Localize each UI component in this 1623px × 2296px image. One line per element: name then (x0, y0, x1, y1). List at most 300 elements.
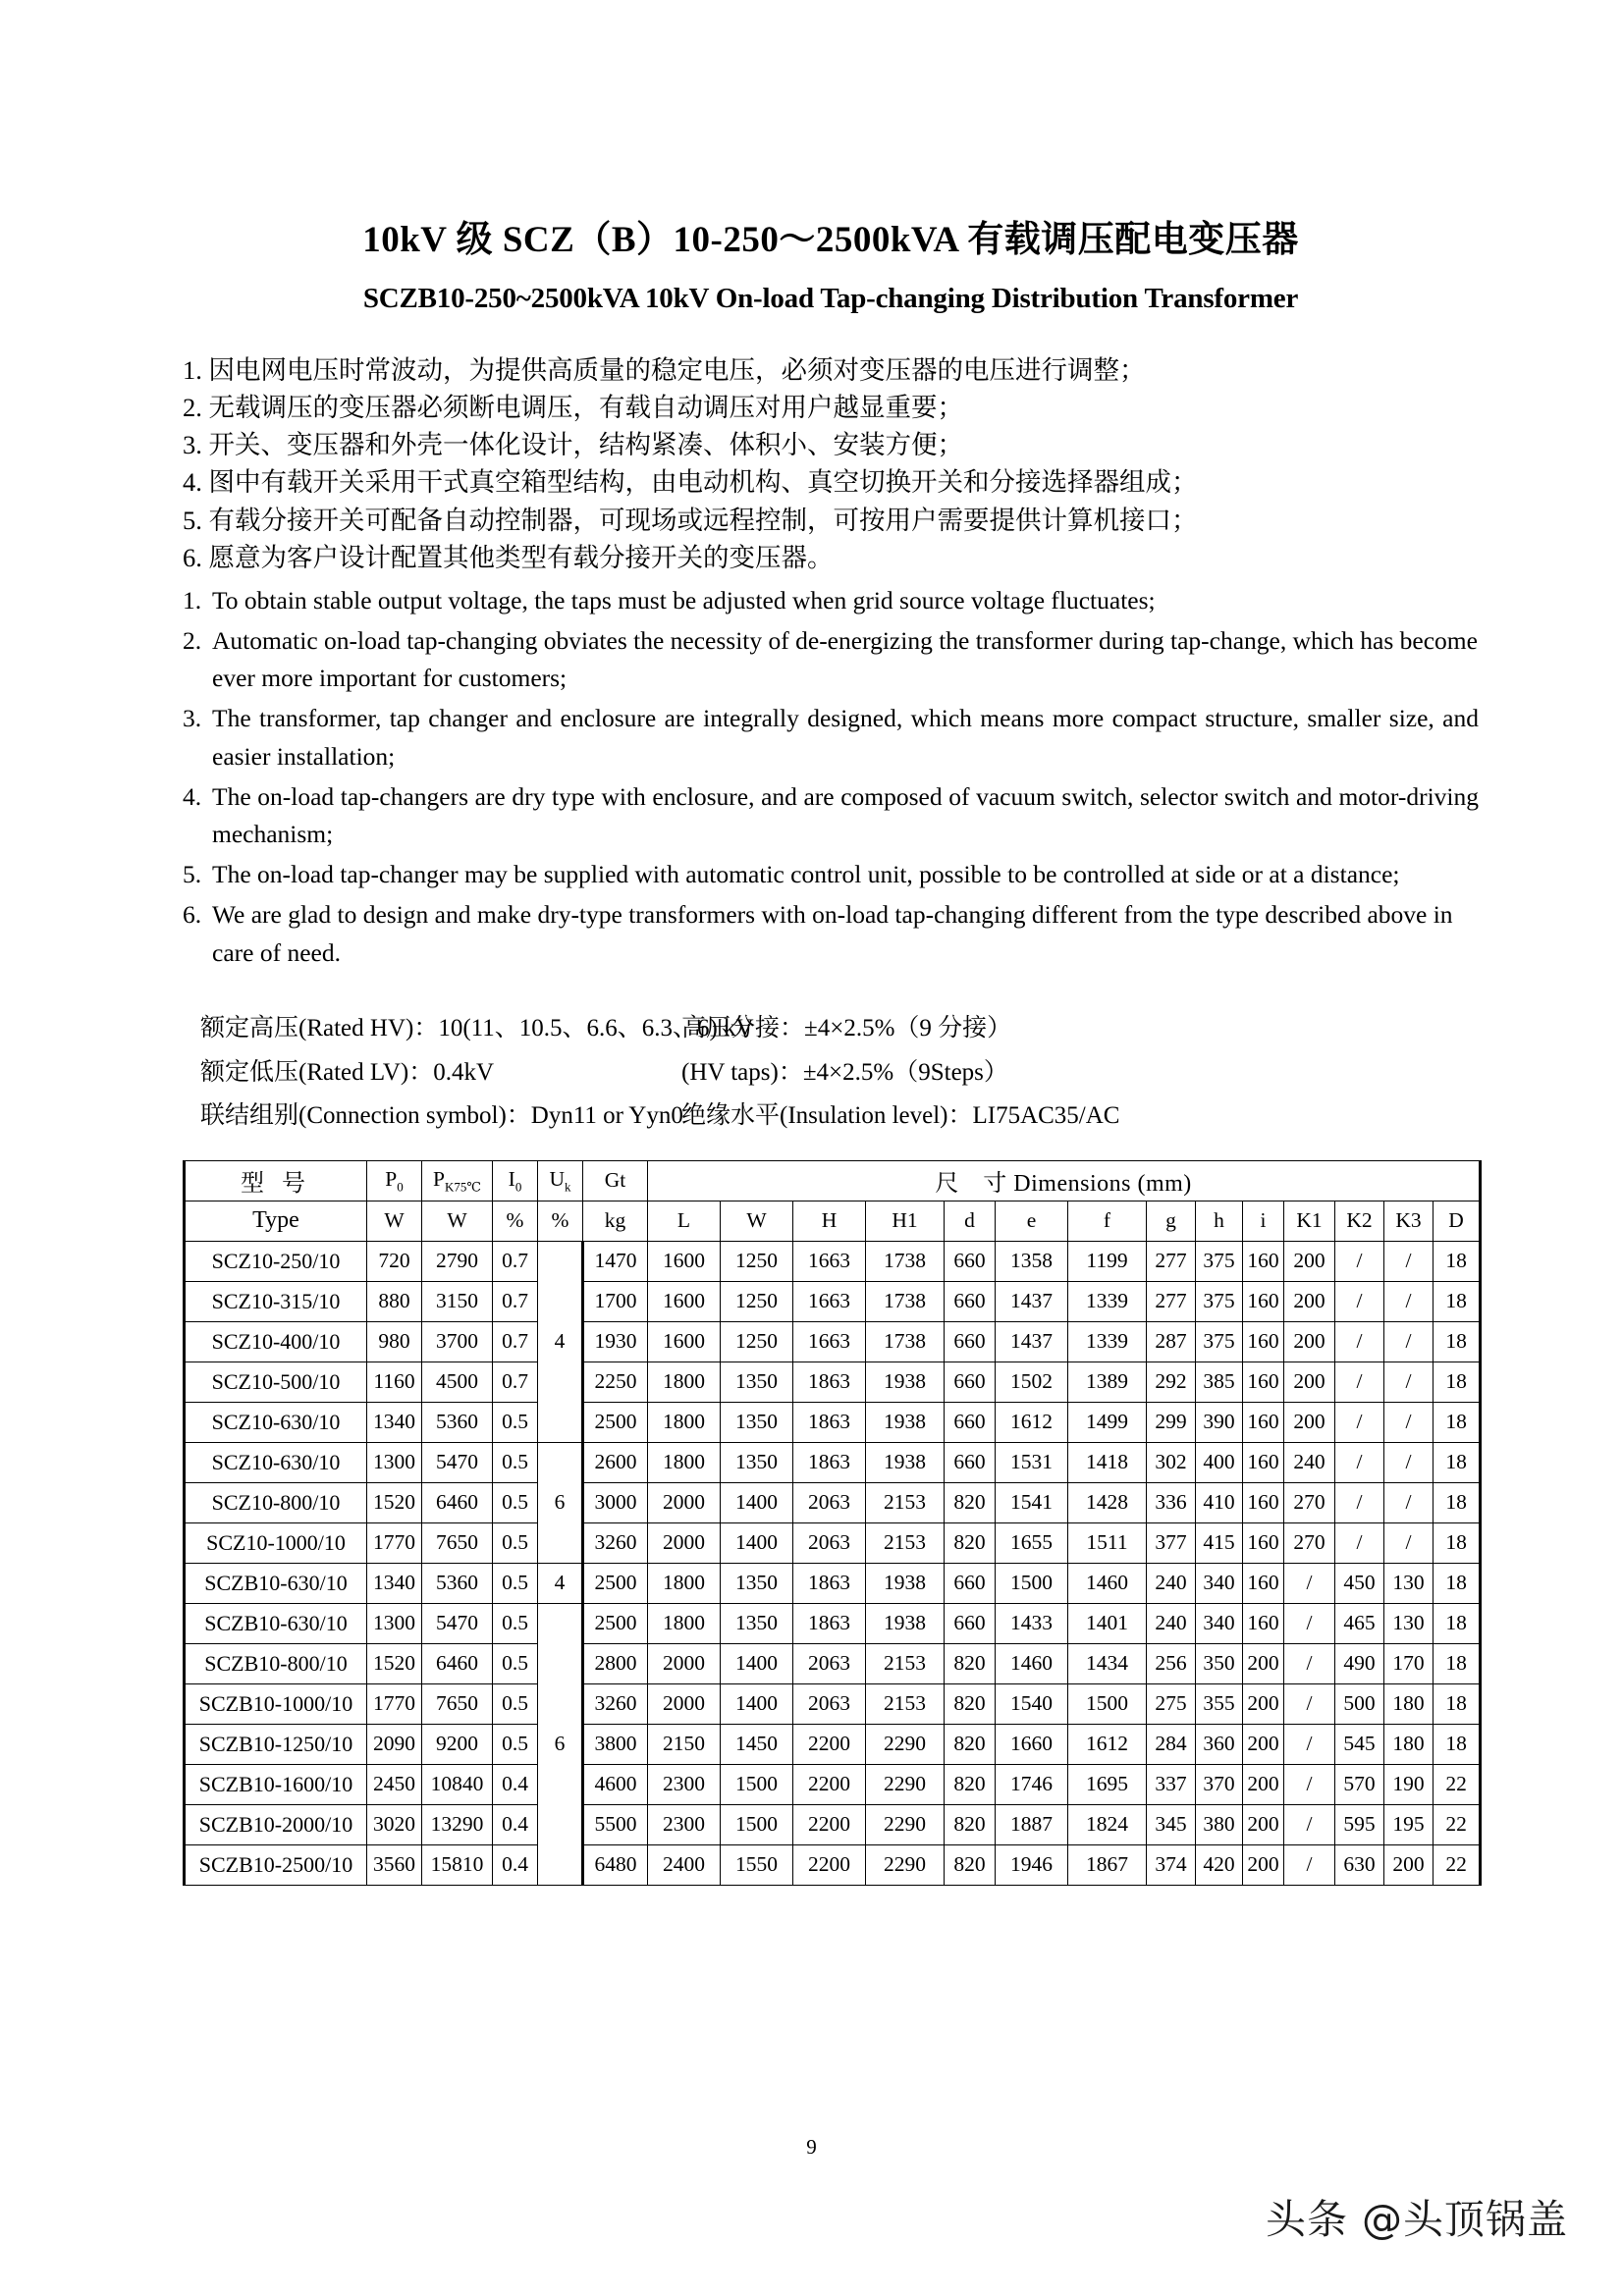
cell-f: 1389 (1068, 1362, 1147, 1402)
cell-K2: 450 (1335, 1563, 1384, 1603)
cell-p0: 720 (367, 1241, 422, 1281)
cell-pk: 2790 (422, 1241, 493, 1281)
cell-W: 1400 (721, 1683, 793, 1724)
cell-K2: / (1335, 1402, 1384, 1442)
header-unit-W: W (721, 1201, 793, 1241)
cell-D: 18 (1434, 1442, 1481, 1482)
cell-K2: / (1335, 1281, 1384, 1321)
cell-i0: 0.4 (493, 1764, 538, 1804)
cell-gt: 3260 (583, 1522, 648, 1563)
cell-f: 1418 (1068, 1442, 1147, 1482)
cell-K3: / (1384, 1442, 1434, 1482)
cell-type: SCZ10-315/10 (185, 1281, 367, 1321)
cell-g: 336 (1147, 1482, 1196, 1522)
cell-L: 1600 (648, 1321, 721, 1362)
cell-g: 277 (1147, 1281, 1196, 1321)
cell-D: 22 (1434, 1804, 1481, 1844)
cell-W: 1400 (721, 1643, 793, 1683)
cell-i0: 0.5 (493, 1482, 538, 1522)
cell-H1: 1738 (866, 1241, 945, 1281)
cell-g: 374 (1147, 1844, 1196, 1885)
cell-pk: 4500 (422, 1362, 493, 1402)
cell-D: 22 (1434, 1844, 1481, 1885)
cell-type: SCZ10-800/10 (185, 1482, 367, 1522)
table-row (185, 1804, 1481, 1844)
header-unit-W: W (422, 1201, 493, 1241)
cell-pk: 5360 (422, 1563, 493, 1603)
cell-K2: 490 (1335, 1643, 1384, 1683)
cell-d: 820 (945, 1764, 996, 1804)
table-row (185, 1362, 1481, 1402)
feature-en-text: Automatic on-load tap-changing obviates the necessity of de-energizing the transformer during tap-change, which has become ever more important for customers; (212, 625, 1478, 693)
cell-L: 1800 (648, 1442, 721, 1482)
cell-W: 1350 (721, 1442, 793, 1482)
cell-i0: 0.7 (493, 1362, 538, 1402)
cell-gt: 4600 (583, 1764, 648, 1804)
cell-pk: 6460 (422, 1482, 493, 1522)
cell-K3: 130 (1384, 1603, 1434, 1643)
feature-en-item-1 (183, 582, 1479, 620)
cell-g: 240 (1147, 1603, 1196, 1643)
cell-h: 340 (1196, 1603, 1243, 1643)
cell-e: 1437 (996, 1281, 1068, 1321)
header-unit-h: h (1196, 1201, 1243, 1241)
cell-D: 18 (1434, 1522, 1481, 1563)
header-unit-K3: K3 (1384, 1201, 1434, 1241)
cell-e: 1531 (996, 1442, 1068, 1482)
cell-pk: 5470 (422, 1603, 493, 1643)
cell-i: 160 (1243, 1482, 1284, 1522)
cell-K3: / (1384, 1402, 1434, 1442)
cell-H: 2063 (793, 1482, 866, 1522)
cell-e: 1541 (996, 1482, 1068, 1522)
cell-gt: 3260 (583, 1683, 648, 1724)
cell-i: 160 (1243, 1402, 1284, 1442)
cell-K2: 630 (1335, 1844, 1384, 1885)
cell-K3: 170 (1384, 1643, 1434, 1683)
cell-K1: / (1284, 1683, 1335, 1724)
cell-h: 410 (1196, 1482, 1243, 1522)
cell-gt: 1470 (583, 1241, 648, 1281)
feature-cn-item-5: 5. 有载分接开关可配备自动控制器，可现场或远程控制，可按用户需要提供计算机接口； (183, 505, 1198, 535)
cell-L: 2000 (648, 1643, 721, 1683)
cell-f: 1499 (1068, 1402, 1147, 1442)
cell-d: 660 (945, 1362, 996, 1402)
cell-K1: / (1284, 1603, 1335, 1643)
cell-f: 1612 (1068, 1724, 1147, 1764)
header-unit-Type: Type (185, 1201, 367, 1241)
feature-en-text: The transformer, tap changer and enclosure are integrally designed, which means more compact structure, smaller size, and easier installation; (212, 704, 1479, 771)
cell-K1: / (1284, 1643, 1335, 1683)
cell-type: SCZB10-1600/10 (185, 1764, 367, 1804)
cell-d: 820 (945, 1724, 996, 1764)
cell-f: 1428 (1068, 1482, 1147, 1522)
cell-H: 1663 (793, 1281, 866, 1321)
cell-L: 1800 (648, 1563, 721, 1603)
cell-L: 2300 (648, 1804, 721, 1844)
feature-en-item-4 (183, 778, 1479, 855)
cell-K2: / (1335, 1362, 1384, 1402)
cell-d: 660 (945, 1603, 996, 1643)
cell-h: 350 (1196, 1643, 1243, 1683)
cell-K3: 180 (1384, 1683, 1434, 1724)
cell-K1: / (1284, 1804, 1335, 1844)
header-pk: $P_{K75℃}$ (422, 1160, 493, 1201)
cell-pk: 15810 (422, 1844, 493, 1885)
cell-K1: / (1284, 1764, 1335, 1804)
cell-H1: 2153 (866, 1643, 945, 1683)
table-row (185, 1643, 1481, 1683)
cell-type: SCZ10-630/10 (185, 1402, 367, 1442)
cell-f: 1339 (1068, 1321, 1147, 1362)
cell-d: 820 (945, 1804, 996, 1844)
cell-H1: 1938 (866, 1603, 945, 1643)
feature-cn-item-2: 2. 无载调压的变压器必须断电调压，有载自动调压对用户越显重要； (183, 393, 963, 423)
feature-en-item-3 (183, 700, 1479, 776)
cell-K2: / (1335, 1482, 1384, 1522)
cell-H1: 1738 (866, 1281, 945, 1321)
cell-uk-group: 4 (538, 1563, 583, 1603)
cell-K2: 465 (1335, 1603, 1384, 1643)
cell-uk-group: 6 (538, 1442, 583, 1563)
cell-H1: 2290 (866, 1764, 945, 1804)
cell-D: 18 (1434, 1402, 1481, 1442)
cell-K1: 270 (1284, 1522, 1335, 1563)
header-type-cn: 型 号 (185, 1160, 367, 1201)
cell-f: 1500 (1068, 1683, 1147, 1724)
table-row (185, 1724, 1481, 1764)
cell-L: 2000 (648, 1522, 721, 1563)
cell-h: 385 (1196, 1362, 1243, 1402)
cell-h: 390 (1196, 1402, 1243, 1442)
cell-W: 1400 (721, 1482, 793, 1522)
cell-W: 1250 (721, 1241, 793, 1281)
table-row (185, 1442, 1481, 1482)
table-row (185, 1683, 1481, 1724)
cell-K1: 240 (1284, 1442, 1335, 1482)
cell-K3: / (1384, 1362, 1434, 1402)
feature-cn-item-6: 6. 愿意为客户设计配置其他类型有载分接开关的变压器。 (183, 542, 834, 572)
features-list-chinese (183, 351, 1479, 576)
cell-D: 18 (1434, 1321, 1481, 1362)
cell-L: 1800 (648, 1402, 721, 1442)
feature-en-text: The on-load tap-changers are dry type with enclosure, and are composed of vacuum switch, selector switch and motor-driving mechanism; (212, 781, 1479, 849)
cell-H: 1863 (793, 1603, 866, 1643)
cell-D: 22 (1434, 1764, 1481, 1804)
cell-p0: 1520 (367, 1482, 422, 1522)
cell-h: 360 (1196, 1724, 1243, 1764)
cell-H: 2200 (793, 1764, 866, 1804)
cell-type: SCZ10-1000/10 (185, 1522, 367, 1563)
cell-gt: 2600 (583, 1442, 648, 1482)
cell-i: 160 (1243, 1281, 1284, 1321)
cell-i0: 0.7 (493, 1281, 538, 1321)
cell-i: 160 (1243, 1563, 1284, 1603)
cell-W: 1500 (721, 1764, 793, 1804)
cell-H: 2200 (793, 1724, 866, 1764)
cell-K2: / (1335, 1442, 1384, 1482)
cell-type: SCZB10-800/10 (185, 1643, 367, 1683)
cell-e: 1502 (996, 1362, 1068, 1402)
cell-gt: 2250 (583, 1362, 648, 1402)
cell-p0: 3020 (367, 1804, 422, 1844)
spec-left-label: 联结组别(Connection symbol)：Dyn11 or Yyn0 (200, 1102, 683, 1130)
cell-g: 299 (1147, 1402, 1196, 1442)
cell-H1: 1938 (866, 1442, 945, 1482)
cell-L: 2400 (648, 1844, 721, 1885)
table-row (185, 1241, 1481, 1281)
cell-L: 1600 (648, 1281, 721, 1321)
header-dimensions: 尺 寸 Dimensions (mm) (648, 1160, 1481, 1201)
document-content (183, 147, 1479, 1886)
cell-K2: 545 (1335, 1724, 1384, 1764)
cell-pk: 7650 (422, 1522, 493, 1563)
header-unit-%: % (538, 1201, 583, 1241)
cell-e: 1437 (996, 1321, 1068, 1362)
header-p0: $P_0$ (367, 1160, 422, 1201)
cell-K2: 570 (1335, 1764, 1384, 1804)
spec-row (200, 1051, 1477, 1095)
cell-type: SCZ10-400/10 (185, 1321, 367, 1362)
header-unit-%: % (493, 1201, 538, 1241)
cell-K3: / (1384, 1321, 1434, 1362)
cell-W: 1550 (721, 1844, 793, 1885)
cell-H: 1863 (793, 1402, 866, 1442)
cell-gt: 6480 (583, 1844, 648, 1885)
cell-g: 345 (1147, 1804, 1196, 1844)
cell-L: 2000 (648, 1683, 721, 1724)
cell-D: 18 (1434, 1724, 1481, 1764)
cell-pk: 13290 (422, 1804, 493, 1844)
cell-d: 660 (945, 1241, 996, 1281)
cell-K3: / (1384, 1281, 1434, 1321)
cell-L: 1600 (648, 1241, 721, 1281)
cell-i: 160 (1243, 1241, 1284, 1281)
spec-row (200, 1095, 1477, 1139)
cell-K1: 270 (1284, 1482, 1335, 1522)
cell-K1: 200 (1284, 1281, 1335, 1321)
feature-en-number: 6. (183, 899, 202, 929)
cell-e: 1540 (996, 1683, 1068, 1724)
cell-L: 1800 (648, 1603, 721, 1643)
cell-W: 1500 (721, 1804, 793, 1844)
cell-W: 1350 (721, 1563, 793, 1603)
page-title-english: SCZB10-250~2500kVA 10kV On-load Tap-changing Distribution Transformer (362, 283, 1299, 315)
table-row (185, 1563, 1481, 1603)
cell-i: 200 (1243, 1804, 1284, 1844)
cell-i0: 0.5 (493, 1563, 538, 1603)
table-row (185, 1603, 1481, 1643)
cell-W: 1400 (721, 1522, 793, 1563)
feature-en-number: 2. (183, 625, 202, 655)
cell-type: SCZB10-2500/10 (185, 1844, 367, 1885)
cell-i: 200 (1243, 1844, 1284, 1885)
cell-f: 1460 (1068, 1563, 1147, 1603)
cell-i: 160 (1243, 1321, 1284, 1362)
cell-pk: 9200 (422, 1724, 493, 1764)
cell-gt: 3000 (583, 1482, 648, 1522)
cell-K1: / (1284, 1844, 1335, 1885)
cell-K1: / (1284, 1563, 1335, 1603)
cell-gt: 3800 (583, 1724, 648, 1764)
cell-g: 256 (1147, 1643, 1196, 1683)
cell-i: 200 (1243, 1724, 1284, 1764)
cell-type: SCZ10-250/10 (185, 1241, 367, 1281)
table-row (185, 1281, 1481, 1321)
table-header-row-2 (185, 1201, 1481, 1241)
cell-H1: 1938 (866, 1402, 945, 1442)
table-row (185, 1844, 1481, 1885)
cell-type: SCZB10-1250/10 (185, 1724, 367, 1764)
cell-f: 1511 (1068, 1522, 1147, 1563)
cell-L: 2000 (648, 1482, 721, 1522)
cell-gt: 2500 (583, 1603, 648, 1643)
cell-type: SCZ10-500/10 (185, 1362, 367, 1402)
cell-e: 1500 (996, 1563, 1068, 1603)
cell-i0: 0.5 (493, 1643, 538, 1683)
cell-H1: 2153 (866, 1683, 945, 1724)
cell-i: 200 (1243, 1764, 1284, 1804)
cell-g: 302 (1147, 1442, 1196, 1482)
cell-f: 1867 (1068, 1844, 1147, 1885)
cell-d: 660 (945, 1563, 996, 1603)
cell-i0: 0.5 (493, 1442, 538, 1482)
cell-i0: 0.4 (493, 1804, 538, 1844)
header-gt: Gt (583, 1160, 648, 1201)
cell-W: 1350 (721, 1362, 793, 1402)
feature-en-text: The on-load tap-changer may be supplied with automatic control unit, possible to be controlled at side or at a distance; (212, 860, 1400, 889)
cell-H1: 1938 (866, 1563, 945, 1603)
cell-d: 820 (945, 1643, 996, 1683)
cell-D: 18 (1434, 1603, 1481, 1643)
cell-d: 660 (945, 1402, 996, 1442)
cell-d: 820 (945, 1844, 996, 1885)
cell-H: 1863 (793, 1442, 866, 1482)
cell-i0: 0.5 (493, 1522, 538, 1563)
cell-f: 1199 (1068, 1241, 1147, 1281)
cell-K2: 595 (1335, 1804, 1384, 1844)
cell-gt: 2500 (583, 1563, 648, 1603)
cell-pk: 5470 (422, 1442, 493, 1482)
cell-i0: 0.5 (493, 1402, 538, 1442)
cell-K3: 195 (1384, 1804, 1434, 1844)
cell-H: 1863 (793, 1563, 866, 1603)
cell-H1: 2290 (866, 1844, 945, 1885)
cell-h: 420 (1196, 1844, 1243, 1885)
cell-gt: 5500 (583, 1804, 648, 1844)
cell-e: 1460 (996, 1643, 1068, 1683)
cell-d: 660 (945, 1442, 996, 1482)
cell-K3: 200 (1384, 1844, 1434, 1885)
cell-e: 1612 (996, 1402, 1068, 1442)
cell-K3: / (1384, 1522, 1434, 1563)
cell-W: 1350 (721, 1402, 793, 1442)
cell-K3: 190 (1384, 1764, 1434, 1804)
cell-H1: 2290 (866, 1724, 945, 1764)
cell-g: 277 (1147, 1241, 1196, 1281)
feature-cn-item-3: 3. 开关、变压器和外壳一体化设计，结构紧凑、体积小、安装方便； (183, 430, 963, 460)
feature-en-number: 1. (183, 585, 202, 614)
feature-en-number: 5. (183, 860, 202, 889)
cell-H: 1863 (793, 1362, 866, 1402)
cell-i: 160 (1243, 1362, 1284, 1402)
cell-type: SCZ10-630/10 (185, 1442, 367, 1482)
cell-p0: 2450 (367, 1764, 422, 1804)
cell-uk-group: 6 (538, 1603, 583, 1885)
cell-H: 2063 (793, 1643, 866, 1683)
spec-right-label: 绝缘水平(Insulation level)：LI75AC35/AC (681, 1102, 1120, 1130)
header-unit-H1: H1 (866, 1201, 945, 1241)
transformer-spec-table (183, 1160, 1482, 1886)
cell-p0: 980 (367, 1321, 422, 1362)
header-unit-K1: K1 (1284, 1201, 1335, 1241)
cell-g: 292 (1147, 1362, 1196, 1402)
cell-W: 1250 (721, 1281, 793, 1321)
cell-d: 820 (945, 1482, 996, 1522)
cell-d: 820 (945, 1683, 996, 1724)
cell-p0: 1340 (367, 1563, 422, 1603)
page-title-chinese: 10kV 级 SCZ（B）10-250～2500kVA 有载调压配电变压器 (362, 220, 1299, 260)
cell-W: 1450 (721, 1724, 793, 1764)
cell-H1: 2290 (866, 1804, 945, 1844)
cell-f: 1824 (1068, 1804, 1147, 1844)
cell-K1: 200 (1284, 1362, 1335, 1402)
cell-L: 2300 (648, 1764, 721, 1804)
feature-en-text: We are glad to design and make dry-type transformers with on-load tap-changing different from the type described above in care of need. (212, 899, 1453, 967)
header-unit-g: g (1147, 1201, 1196, 1241)
table-row (185, 1522, 1481, 1563)
page-number: 9 (806, 2135, 817, 2159)
cell-H1: 1938 (866, 1362, 945, 1402)
cell-K3: / (1384, 1482, 1434, 1522)
spec-right-label: 高压分接：±4×2.5%（9 分接） (681, 1015, 1012, 1042)
cell-pk: 7650 (422, 1683, 493, 1724)
feature-en-number: 4. (183, 781, 202, 811)
header-i0: $I_0$ (493, 1160, 538, 1201)
cell-D: 18 (1434, 1563, 1481, 1603)
cell-g: 337 (1147, 1764, 1196, 1804)
cell-K3: 180 (1384, 1724, 1434, 1764)
cell-p0: 2090 (367, 1724, 422, 1764)
cell-K1: 200 (1284, 1402, 1335, 1442)
cell-h: 370 (1196, 1764, 1243, 1804)
feature-en-item-2 (183, 622, 1479, 699)
cell-h: 375 (1196, 1281, 1243, 1321)
cell-i0: 0.5 (493, 1724, 538, 1764)
cell-e: 1358 (996, 1241, 1068, 1281)
cell-K1: 200 (1284, 1321, 1335, 1362)
cell-L: 1800 (648, 1362, 721, 1402)
cell-pk: 10840 (422, 1764, 493, 1804)
cell-pk: 3150 (422, 1281, 493, 1321)
cell-g: 240 (1147, 1563, 1196, 1603)
cell-h: 400 (1196, 1442, 1243, 1482)
cell-f: 1434 (1068, 1643, 1147, 1683)
cell-gt: 2800 (583, 1643, 648, 1683)
cell-H: 2200 (793, 1844, 866, 1885)
cell-h: 415 (1196, 1522, 1243, 1563)
table-row (185, 1764, 1481, 1804)
cell-p0: 1300 (367, 1442, 422, 1482)
spec-row (200, 1007, 1477, 1051)
cell-D: 18 (1434, 1643, 1481, 1683)
feature-cn-item-1: 1. 因电网电压时常波动，为提供高质量的稳定电压，必须对变压器的电压进行调整； (183, 354, 1146, 385)
header-unit-kg: kg (583, 1201, 648, 1241)
cell-type: SCZB10-1000/10 (185, 1683, 367, 1724)
cell-H: 1663 (793, 1321, 866, 1362)
cell-pk: 5360 (422, 1402, 493, 1442)
header-unit-i: i (1243, 1201, 1284, 1241)
